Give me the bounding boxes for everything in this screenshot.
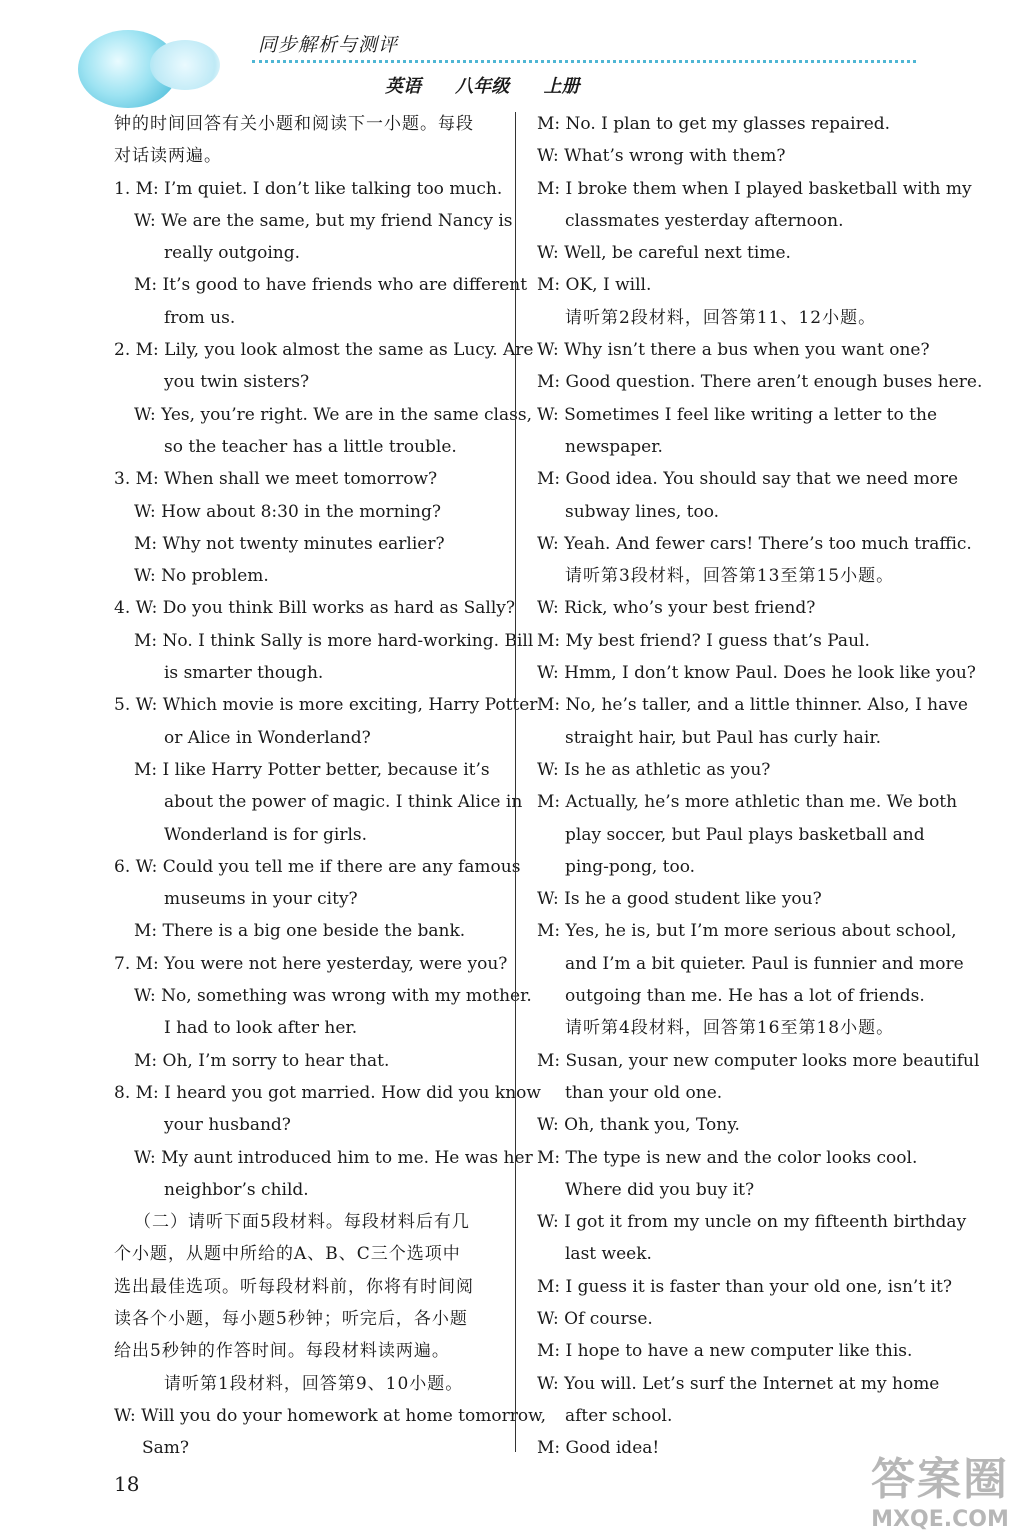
text-line: 选出最佳选项。听每段材料前，你将有时间阅	[114, 1276, 474, 1297]
text-line: M: Why not twenty minutes earlier?	[134, 533, 445, 554]
text-line: M: I hope to have a new computer like this.	[537, 1341, 913, 1362]
text-line: Where did you buy it?	[565, 1179, 755, 1200]
text-line: ping-pong, too.	[565, 856, 696, 877]
watermark-logo-text: 答案圈	[871, 1454, 1009, 1505]
text-line: M: OK, I will.	[537, 275, 652, 296]
text-line: W: Sometimes I feel like writing a letter to the	[537, 404, 937, 425]
text-line: than your old one.	[565, 1082, 723, 1103]
text-line: 读各个小题，每小题5秒钟；听完后，各小题	[114, 1308, 468, 1329]
text-line: 请听第4段材料，回答第16至第18小题。	[565, 1018, 895, 1039]
text-line: W: Hmm, I don’t know Paul. Does he look like you?	[537, 663, 976, 684]
text-line: W: No problem.	[134, 566, 269, 587]
bubble-decoration-icon	[150, 40, 220, 90]
text-line: M: Good idea. You should say that we need more	[537, 469, 959, 490]
text-line: M: Yes, he is, but I’m more serious about school,	[537, 921, 957, 942]
page-number: 18	[114, 1472, 140, 1496]
text-line: W: I got it from my uncle on my fifteenth birthday	[537, 1212, 967, 1233]
text-line: 1. M: I’m quiet. I don’t like talking too much.	[114, 178, 503, 199]
header-dotted-rule	[252, 60, 916, 63]
text-line: I had to look after her.	[164, 1018, 358, 1039]
text-line: M: I like Harry Potter better, because it’s	[134, 759, 490, 780]
text-line: 8. M: I heard you got married. How did you know	[114, 1082, 541, 1103]
text-line: M: The type is new and the color looks cool.	[537, 1147, 918, 1168]
text-line: M: Good idea!	[537, 1438, 660, 1459]
text-line: Wonderland is for girls.	[164, 824, 368, 845]
text-line: 6. W: Could you tell me if there are any famous	[114, 856, 521, 877]
text-line: M: I broke them when I played basketball with my	[537, 178, 972, 199]
text-line: 4. W: Do you think Bill works as hard as Sally?	[114, 598, 516, 619]
text-line: M: Oh, I’m sorry to hear that.	[134, 1050, 390, 1071]
text-line: play soccer, but Paul plays basketball and	[565, 824, 925, 845]
text-line: really outgoing.	[164, 243, 301, 264]
text-line: from us.	[164, 307, 236, 328]
subject-label: 英语	[385, 76, 421, 97]
text-line: W: Is he a good student like you?	[537, 889, 822, 910]
watermark	[871, 1443, 1009, 1532]
text-line: W: We are the same, but my friend Nancy is	[134, 210, 513, 231]
text-line: M: Susan, your new computer looks more beautiful	[537, 1050, 980, 1071]
text-line: 7. M: You were not here yesterday, were you?	[114, 953, 508, 974]
text-line: museums in your city?	[164, 889, 358, 910]
text-line: W: Of course.	[537, 1308, 653, 1329]
text-line: your husband?	[164, 1115, 291, 1136]
text-line: 2. M: Lily, you look almost the same as Lucy. Are	[114, 340, 534, 361]
text-line: 请听第1段材料，回答第9、10小题。	[164, 1373, 464, 1394]
text-line: or Alice in Wonderland?	[164, 727, 371, 748]
grade-label: 八年级	[455, 76, 510, 97]
text-line: M: It’s good to have friends who are different	[134, 275, 528, 296]
text-line: after school.	[565, 1405, 673, 1426]
text-line: W: How about 8:30 in the morning?	[134, 501, 442, 522]
text-line: W: My aunt introduced him to me. He was her	[134, 1147, 533, 1168]
page-header	[0, 0, 1021, 110]
text-line: W: Will you do your homework at home tomorrow,	[114, 1405, 547, 1426]
text-line: neighbor’s child.	[164, 1179, 309, 1200]
text-line: straight hair, but Paul has curly hair.	[565, 727, 882, 748]
text-line: W: Rick, who’s your best friend?	[537, 598, 816, 619]
text-line: 5. W: Which movie is more exciting, Harry Potter	[114, 695, 538, 716]
text-line: 钟的时间回答有关小题和阅读下一小题。每段	[114, 114, 474, 134]
text-line: is smarter though.	[164, 663, 324, 684]
text-line: M: I guess it is faster than your old one, isn’t it?	[537, 1276, 952, 1297]
text-line: W: Well, be careful next time.	[537, 243, 791, 264]
watermark-url: MXQE.COM	[871, 1507, 1009, 1532]
text-line: W: Oh, thank you, Tony.	[537, 1115, 740, 1136]
text-line: W: Is he as athletic as you?	[537, 759, 771, 780]
text-line: M: No. I think Sally is more hard-working. Bill	[134, 630, 534, 651]
text-line: 个小题，从题中所给的A、B、C三个选项中	[114, 1244, 461, 1265]
text-line: 给出5秒钟的作答时间。每段材料读两遍。	[114, 1341, 450, 1362]
text-line: M: There is a big one beside the bank.	[134, 921, 466, 942]
volume-label: 上册	[543, 76, 580, 97]
text-line: Sam?	[142, 1438, 190, 1459]
series-title: 同步解析与测评	[258, 34, 399, 56]
text-line: you twin sisters?	[164, 372, 310, 393]
text-line: last week.	[565, 1244, 652, 1265]
text-line: M: Good question. There aren’t enough buses here.	[537, 372, 983, 393]
text-line: W: Yes, you’re right. We are in the same class,	[134, 404, 532, 425]
text-line: classmates yesterday afternoon.	[565, 210, 844, 231]
column-divider	[515, 112, 516, 1452]
text-line: outgoing than me. He has a lot of friends.	[565, 986, 925, 1007]
text-line: and I’m a bit quieter. Paul is funnier and more	[565, 953, 964, 974]
text-line: 对话读两遍。	[114, 146, 222, 167]
text-line: 请听第3段材料，回答第13至第15小题。	[565, 566, 895, 587]
text-line: 3. M: When shall we meet tomorrow?	[114, 469, 438, 490]
text-line: W: Why isn’t there a bus when you want one?	[537, 340, 930, 361]
left-column	[114, 108, 547, 1464]
right-column	[537, 108, 983, 1464]
text-line: W: No, something was wrong with my mother.	[134, 986, 532, 1007]
text-line: W: You will. Let’s surf the Internet at my home	[537, 1373, 940, 1394]
text-line: newspaper.	[565, 436, 663, 457]
text-line: so the teacher has a little trouble.	[164, 436, 457, 457]
text-line: 请听第2段材料，回答第11、12小题。	[565, 307, 877, 328]
text-line: M: No, he’s taller, and a little thinner. Also, I have	[537, 695, 968, 716]
text-line: about the power of magic. I think Alice in	[164, 792, 523, 813]
text-line: M: My best friend? I guess that’s Paul.	[537, 630, 870, 651]
text-line: M: No. I plan to get my glasses repaired.	[537, 114, 891, 134]
text-line: （二）请听下面5段材料。每段材料后有几	[134, 1212, 470, 1233]
text-line: W: What’s wrong with them?	[537, 146, 786, 167]
text-line: subway lines, too.	[565, 501, 720, 522]
text-line: M: Actually, he’s more athletic than me. We both	[537, 792, 958, 813]
text-line: W: Yeah. And fewer cars! There’s too much traffic.	[537, 533, 972, 554]
book-subtitle	[385, 72, 608, 98]
